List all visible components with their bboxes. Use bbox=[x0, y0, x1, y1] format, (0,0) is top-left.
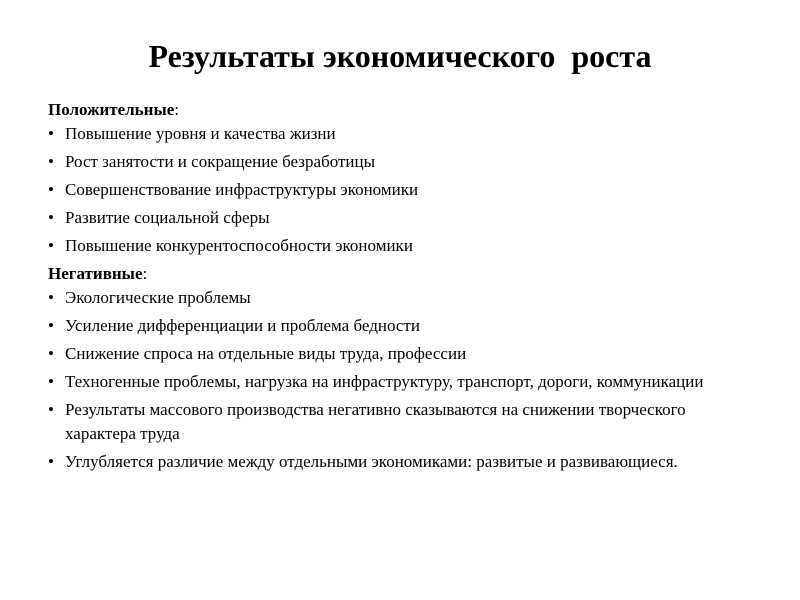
bullet-icon: • bbox=[48, 236, 54, 255]
positive-list bbox=[48, 122, 728, 258]
list-item-text: Рост занятости и сокращение безработицы bbox=[65, 152, 376, 171]
list-item bbox=[48, 122, 728, 146]
bullet-icon: • bbox=[48, 316, 54, 335]
negative-list bbox=[48, 286, 728, 474]
list-item bbox=[48, 450, 728, 474]
list-item-text: Повышение конкурентоспособности экономики bbox=[65, 236, 413, 255]
list-item bbox=[48, 178, 728, 202]
positive-heading-colon: : bbox=[174, 100, 180, 119]
list-item-text: Усиление дифференциации и проблема бедности bbox=[65, 316, 420, 335]
negative-heading bbox=[48, 262, 728, 286]
list-item-text: Совершенствование инфраструктуры экономики bbox=[65, 180, 419, 199]
list-item bbox=[48, 342, 728, 366]
list-item bbox=[48, 206, 728, 230]
bullet-icon: • bbox=[48, 180, 54, 199]
negative-heading-colon: : bbox=[142, 264, 148, 283]
slide-content bbox=[48, 98, 728, 478]
list-item-text: Экологические проблемы bbox=[65, 288, 251, 307]
list-item-text: Результаты массового производства негативно сказываются на снижении творческого характера труда bbox=[65, 400, 686, 443]
bullet-icon: • bbox=[48, 152, 54, 171]
bullet-icon: • bbox=[48, 288, 54, 307]
list-item-text: Снижение спроса на отдельные виды труда, профессии bbox=[65, 344, 467, 363]
slide-title: Результаты экономического роста bbox=[148, 38, 652, 74]
list-item-text: Развитие социальной сферы bbox=[65, 208, 270, 227]
negative-heading-label: Негативные bbox=[48, 264, 143, 283]
list-item bbox=[48, 286, 728, 310]
bullet-icon: • bbox=[48, 344, 54, 363]
list-item-text: Повышение уровня и качества жизни bbox=[65, 124, 336, 143]
list-item-text: Углубляется различие между отдельными экономиками: развитые и развивающиеся. bbox=[65, 452, 678, 471]
bullet-icon: • bbox=[48, 452, 54, 471]
bullet-icon: • bbox=[48, 208, 54, 227]
bullet-icon: • bbox=[48, 372, 54, 391]
positive-heading-label: Положительные bbox=[48, 100, 175, 119]
list-item-text: Техногенные проблемы, нагрузка на инфраструктуру, транспорт, дороги, коммуникации bbox=[65, 372, 704, 391]
list-item bbox=[48, 234, 728, 258]
list-item bbox=[48, 314, 728, 338]
list-item bbox=[48, 150, 728, 174]
list-item bbox=[48, 370, 728, 394]
list-item bbox=[48, 398, 728, 446]
bullet-icon: • bbox=[48, 400, 54, 419]
positive-heading bbox=[48, 98, 728, 122]
bullet-icon: • bbox=[48, 124, 54, 143]
